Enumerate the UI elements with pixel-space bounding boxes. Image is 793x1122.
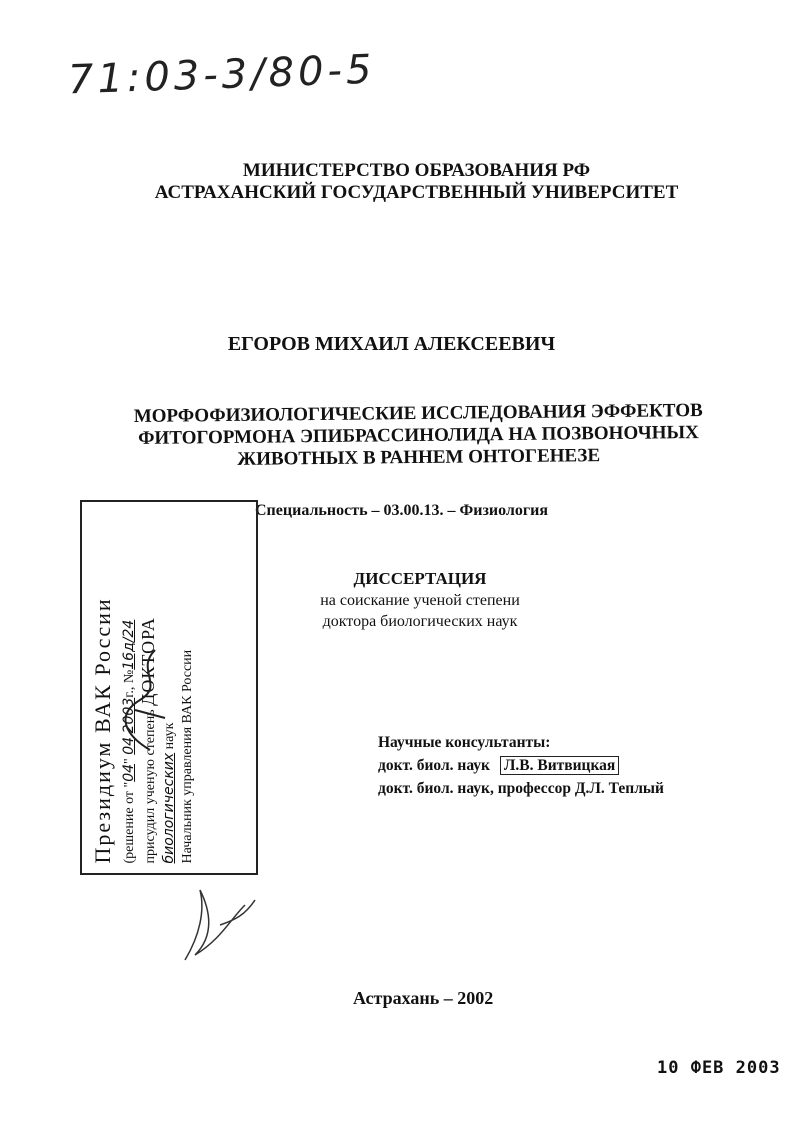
received-date-stamp: 10 ФЕВ 2003 (657, 1058, 781, 1078)
title-line: ЖИВОТНЫХ В РАННЕМ ОНТОГЕНЕЗЕ (237, 445, 601, 470)
consultant-1 (378, 754, 664, 777)
stamp-day: 04 (121, 763, 137, 782)
ministry-name: МИНИСТЕРСТВО ОБРАЗОВАНИЯ РФ (242, 160, 591, 181)
stamp-year: 2003 (121, 697, 137, 733)
consultants-block (378, 731, 664, 800)
place-year: Астрахань – 2002 (353, 988, 494, 1008)
degree-block (300, 568, 540, 632)
stamp-degree: ДОКТОРА (138, 616, 158, 706)
stamp-field-value: биологических (161, 752, 177, 863)
degree-line: доктора биологических наук (322, 613, 518, 630)
author-name: ЕГОРОВ МИХАИЛ АЛЕКСЕЕВИЧ (227, 333, 556, 355)
consultant-2: докт. биол. наук, профессор Д.Л. Теплый (378, 780, 664, 797)
title-line: ФИТОГОРМОНА ЭПИБРАССИНОЛИДА НА ПОЗВОНОЧНЫХ (138, 422, 699, 449)
stamp-awarded: присудил ученую степень ДОКТОРА (138, 616, 158, 863)
stamp-month: 04 (121, 736, 137, 755)
stamp-signature-icon (95, 640, 185, 770)
consultant-1-degree: докт. биол. наук (378, 757, 490, 774)
degree-line: на соискание ученой степени (320, 592, 520, 609)
stamp-number: 16д/24 (121, 619, 137, 670)
dissertation-title (22, 399, 793, 473)
specialty: Специальность – 03.00.13. – Физиология (255, 502, 549, 519)
consultant-1-name: Л.В. Витвицкая (500, 756, 619, 775)
consultants-heading: Научные консультанты: (378, 734, 551, 751)
dissertation-heading: ДИССЕРТАЦИЯ (353, 569, 487, 588)
title-line: МОРФОФИЗИОЛОГИЧЕСКИЕ ИССЛЕДОВАНИЯ ЭФФЕКТОВ (133, 400, 703, 427)
university-name: АСТРАХАНСКИЙ ГОСУДАРСТВЕННЫЙ УНИВЕРСИТЕТ (154, 182, 679, 203)
stamp-title: Президиум ВАК России (90, 596, 115, 863)
handwritten-signature-icon (175, 880, 265, 975)
stamp-chief: Начальник управления ВАК России (180, 649, 195, 863)
archive-number: 71:03-3/80-5 (67, 46, 377, 104)
stamp-field: биологических наук (161, 722, 177, 863)
stamp-decision: (решение от "04" 04 2003г., №16д/24 (121, 619, 137, 863)
institution-header (20, 160, 793, 204)
